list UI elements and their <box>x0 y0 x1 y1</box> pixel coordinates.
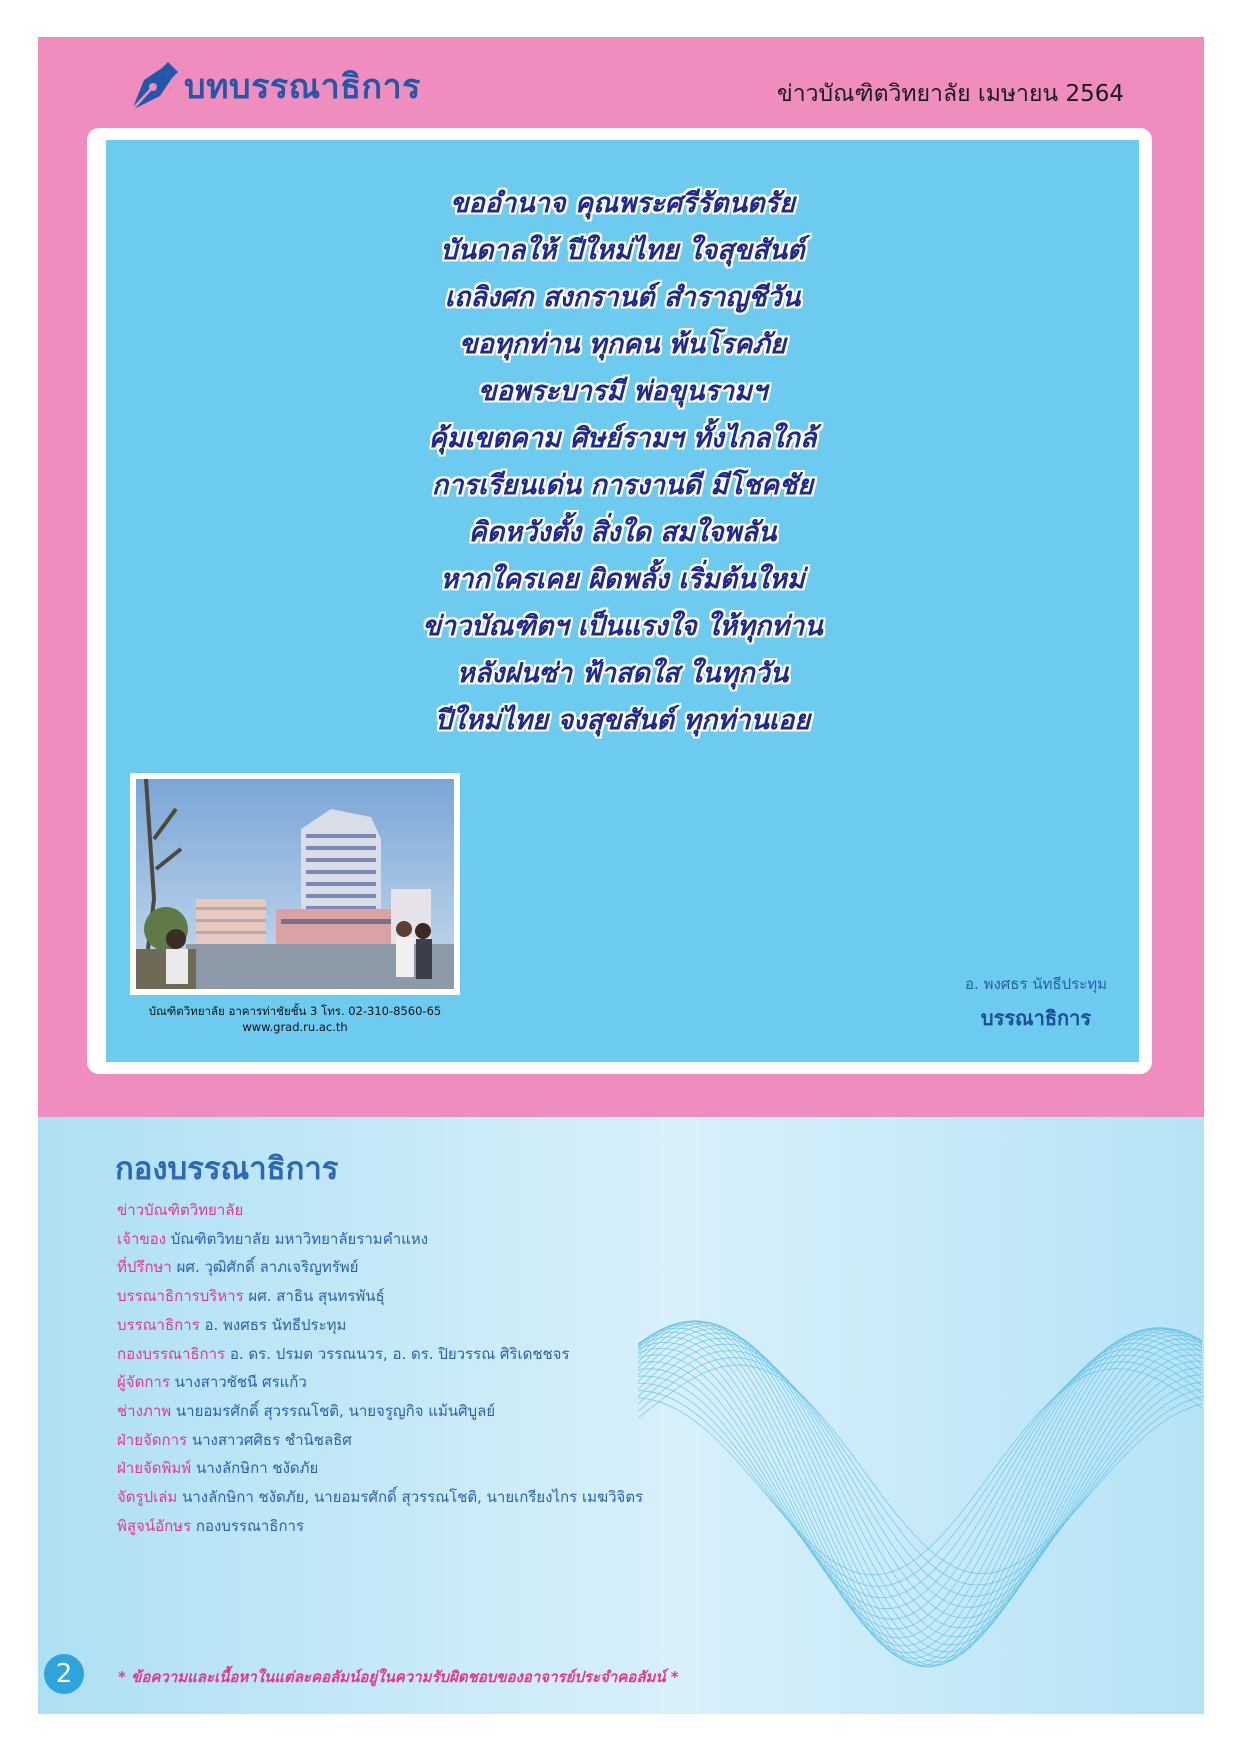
wave-line <box>638 1344 1202 1620</box>
credits-list <box>117 1196 643 1540</box>
credit-person: นางสาวศศิธร ชำนิชลธิศ <box>191 1430 352 1449</box>
credit-person: นางลักษิกา ชงัดภัย <box>195 1459 319 1478</box>
wave-line <box>638 1369 1202 1575</box>
poem-line: หากใครเคย ผิดพลั้ง เริ่มต้นใหม่ <box>440 564 805 595</box>
wave-line <box>638 1332 1202 1646</box>
credit-role: ฝ่ายจัดพิมพ์ <box>117 1459 192 1478</box>
wave-line <box>638 1358 1202 1586</box>
wave-line <box>638 1321 1202 1662</box>
poem-line: คุ้มเขตคาม ศิษย์รามฯ ทั้งไกลใกล้ <box>428 423 817 454</box>
poem-line: ปีใหม่ไทย จงสุขสันต์ ทุกท่านเอย <box>434 705 811 736</box>
credit-role: บรรณาธิการ <box>117 1315 200 1334</box>
credit-item <box>117 1397 643 1426</box>
poem-line: ขอพระบารมี พ่อขุนรามฯ <box>477 376 768 407</box>
credit-item <box>117 1340 643 1369</box>
poem-line: การเรียนเด่น การงานดี มีโชคชัย <box>431 470 814 501</box>
credit-role: จัดรูปเล่ม <box>117 1488 178 1507</box>
editor-signature <box>965 972 1107 1034</box>
wave-line <box>638 1325 1202 1645</box>
credit-role: บรรณาธิการบริหาร <box>117 1287 244 1306</box>
credit-person: บัณฑิตวิทยาลัย มหาวิทยาลัยรามคำแหง <box>170 1229 429 1248</box>
credit-role: เจ้าของ <box>117 1229 166 1248</box>
credit-role: ช่างภาพ <box>117 1401 172 1420</box>
credit-item <box>117 1225 643 1254</box>
poem-line: ขออำนาจ คุณพระศรีรัตนตรัย <box>450 188 795 219</box>
credit-person: ผศ. วุฒิศักดิ์ ลาภเจริญทรัพย์ <box>176 1258 359 1277</box>
editor-name: อ. พงศธร นัทธีประทุม <box>965 975 1107 993</box>
wave-line <box>638 1349 1202 1609</box>
credit-item <box>117 1368 643 1397</box>
wave-line <box>638 1355 1202 1598</box>
wave-line <box>638 1321 1202 1665</box>
credit-person: นางลักษิกา ชงัดภัย, นายอมรศักดิ์ สุวรรณโชติ, นายเกรียงไกร เมฆวิจิตร <box>182 1488 644 1507</box>
footer-disclaimer: * ข้อความและเนื้อหาในแต่ละคอลัมน์อยู่ในความรับผิดชอบของอาจารย์ประจำคอลัมน์ * <box>118 1668 679 1686</box>
poem-line: หลังฝนซ่า ฟ้าสดใส ในทุกวัน <box>456 658 789 689</box>
fountain-pen-icon <box>122 58 180 114</box>
credit-item <box>117 1483 643 1512</box>
issue-label: ข่าวบัณฑิตวิทยาลัย เมษายน 2564 <box>776 81 1124 107</box>
header-logo <box>122 58 421 114</box>
credit-item <box>117 1426 643 1455</box>
building-photo-illustration <box>136 779 454 989</box>
credit-role: ฝ่ายจัดการ <box>117 1430 188 1449</box>
credit-person: ผศ. สาธิน สุนทรพันธุ์ <box>248 1287 385 1306</box>
credit-item <box>117 1196 643 1225</box>
poem-line: เถลิงศก สงกรานต์ สำราญชีวัน <box>444 282 801 313</box>
credit-person: อ. พงศธร นัทธีประทุม <box>204 1315 347 1334</box>
caption-address: บัณฑิตวิทยาลัย อาคารท่าชัยชั้น 3 โทร. 02-310-8560-65 <box>148 1004 442 1018</box>
credit-role: ที่ปรึกษา <box>117 1258 172 1277</box>
poem-line: คิดหวังตั้ง สิ่งใด สมใจพลัน <box>468 517 777 548</box>
wave-decoration <box>638 1197 1204 1714</box>
poem-line: ขอทุกท่าน ทุกคน พ้นโรคภัย <box>459 329 786 360</box>
credit-role: กองบรรณาธิการ <box>117 1344 226 1363</box>
page-number: 2 <box>44 1654 84 1694</box>
credit-role: ผู้จัดการ <box>117 1373 170 1392</box>
wave-line <box>638 1351 1202 1597</box>
credit-item <box>117 1454 643 1483</box>
wave-line <box>638 1339 1202 1629</box>
poem <box>106 180 1139 744</box>
credit-role: ข่าวบัณฑิตวิทยาลัย <box>117 1201 244 1219</box>
wave-line <box>638 1335 1202 1638</box>
poem-line: ข่าวบัณฑิตฯ เป็นแรงใจ ให้ทุกท่าน <box>422 611 823 642</box>
wave-line <box>638 1338 1202 1618</box>
editor-role: บรรณาธิการ <box>980 1006 1092 1030</box>
poem-line: บันดาลให้ ปีใหม่ไทย ใจสุขสันต์ <box>440 235 805 266</box>
editorial-board-title: กองบรรณาธิการ <box>115 1151 339 1187</box>
wave-line <box>638 1323 1202 1652</box>
credit-person: อ. ดร. ปรมต วรรณนวร, อ. ดร. ปิยวรรณ ศิริเดชชจร <box>229 1344 570 1363</box>
caption-website: www.grad.ru.ac.th <box>242 1020 348 1034</box>
credit-person: นางสาวชัชนี ศรแก้ว <box>174 1373 307 1392</box>
photo-caption <box>130 1003 460 1035</box>
credit-person: กองบรรณาธิการ <box>195 1516 305 1535</box>
section-title: บทบรรณาธิการ <box>184 67 421 107</box>
credit-person: นายอมรศักดิ์ สุวรรณโชติ, นายจรูญกิจ แม้นศิบูลย์ <box>175 1401 496 1420</box>
wave-line <box>638 1329 1202 1652</box>
credit-item <box>117 1311 643 1340</box>
wave-line <box>638 1328 1202 1665</box>
credit-role: พิสูจน์อักษร <box>117 1516 192 1535</box>
wave-line <box>638 1328 1202 1663</box>
building-photo <box>130 773 460 995</box>
credit-item <box>117 1512 643 1541</box>
credit-item <box>117 1282 643 1311</box>
credit-item <box>117 1253 643 1282</box>
